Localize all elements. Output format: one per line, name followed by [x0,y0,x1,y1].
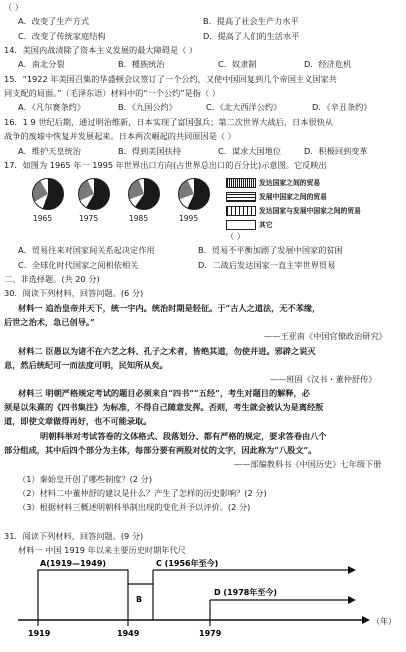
q16-option-d: D．积极回到变革 [304,146,368,156]
legend-swatch-developed [226,178,256,188]
axis-unit: （年） [372,617,396,626]
legend-swatch-between [226,206,256,216]
q13-bracket: （ ） [4,2,23,12]
legend-label-developed: 发达国家之间的贸易 [259,179,321,187]
q14-option-a: A．南北分裂 [18,59,65,69]
q30-material1-line1: 材料一 追治皇帝并天下，统一宇内。统治时期是轻征。于“古人之道法，无不苯缘， [18,303,321,313]
q16-option-a: A．维护天皇统治 [18,146,81,156]
q15-stem-line1: 15．“1922 年美国召集的华盛顿会议签订了一个公约，又使中国回复到几个帝国主义国家共 [4,74,337,84]
label-b: B [136,595,143,604]
q30-material1-source: ——王亚南《中国官僚政治研究》 [264,331,387,341]
q14-option-c: C．奴隶制 [218,59,257,69]
q16-stem-line2: 战争的废墟中恢复并发展起来。日本两次崛起的共同原因是（ ） [4,131,236,141]
pie-1975 [78,178,110,210]
q15-option-c: C．《北大西洋公约》 [206,102,282,112]
label-c: C (1956年至今) [156,559,219,568]
q14-option-b: B．種族统治 [118,59,165,69]
q30-material3-line4: 明朝科举对考试答卷的文体格式、段落划分、都有严格的规定，要求答卷由八个 [40,431,327,441]
q31-material1: 材料一 中国 1919 年以来主要历史时期年代尺 [18,545,186,555]
q17-option-d: D．二战后发达国家一直主宰世界贸易 [198,260,336,270]
q13-option-b: B．提高了社会生产力水平 [203,16,299,26]
year-1965: 1965 [33,214,53,223]
label-d: D (1978年至今) [214,588,278,597]
legend-label-developing: 发展中国家之间的贸易 [259,193,327,201]
year-1985: 1985 [129,214,149,223]
tick-label-1919: 1919 [28,629,51,638]
q16-stem-line1: 16．1 9 世纪后期，通过明治维新，日本实现了富国强兵；第二次世界大战后，日本很快从 [4,117,333,127]
legend-label-other: 其它 [259,221,273,229]
tick-label-1949: 1949 [117,629,140,638]
tick-label-1979: 1979 [199,629,222,638]
q17-stem: 17．如图为 1965 年一 1995 年世界出口方向(占世界总出口的百分比)示意图。它反映出 [4,160,327,170]
arrow-d [348,596,356,604]
timeline-bracket-a [38,570,128,620]
q30-subquestion-2: （2）材料二中董仲舒的建议是什么？产生了怎样的历史影响？(2 分) [18,488,267,498]
q30-material2-source: ——班固《汉书・董仲舒传》 [270,374,377,384]
q15-option-a: A．《凡尔赛条约》 [18,102,86,112]
q16-option-c: C．谋求大国地位 [218,146,282,156]
q13-option-c: C．改变了传统家庭结构 [18,31,106,41]
q30-material2-line1: 材料二 臣愚以为诸不在六艺之科、孔子之术者，皆绝其道，勿使并进。邪辟之说灭 [18,346,316,356]
q14-option-d: D．经济危机 [304,59,352,69]
legend-swatch-other [226,220,256,230]
q31-stem: 31．阅读下列材料，回答问题。(9 分) [4,531,144,541]
q30-stem: 30．阅读下列材料，回答问题。(6 分) [4,288,144,298]
q14-stem: 14．美国内战清除了资本主义发展的最大障碍是（ ） [4,45,198,55]
history-timeline [0,556,406,652]
q17-option-c: C．全球化时代国家之间相依相关 [18,260,139,270]
q30-material3-line5: 部分组成，其中后四个部分为主体，每部分要有两股对仗的文字，因此称为“八股文”。 [4,445,317,455]
legend-label-between: 发达国家与发展中国家之间的贸易 [259,207,361,215]
label-a: A(1919—1949) [40,559,107,568]
pie-1995 [178,178,210,210]
q17-option-a: A．贸易往来对国家间关系起决定作用 [18,245,155,255]
q15-option-d: D．《辛丑条约》 [312,102,372,112]
q16-option-b: B．得到美国扶持 [118,146,181,156]
q30-material3-line2: 须是以朱熹的《四书集注》为标准，不得自己随意发挥。否则，考生就会被认为是离经叛 [4,402,324,412]
q30-material3-source: ——部编教科书《中国历史》七年级下册 [234,459,382,469]
axis-arrow [362,616,370,624]
year-1975: 1975 [79,214,99,223]
legend-swatch-developing [226,192,256,202]
year-1995: 1995 [179,214,199,223]
q13-option-a: A．改变了生产方式 [18,16,90,26]
q30-subquestion-3: （3）根据材料三概述明朝科举制出现的变化并予以评价。(2 分) [18,502,251,512]
section-title: 二、非选择题。(共 20 分) [4,274,100,284]
q30-material3-line3: 道，即使文章做得再好，也不可能录取。 [4,416,152,426]
q30-material1-line2: 后世之治术，急已创导。” [4,317,95,327]
q17-bracket: （ ） [226,231,245,241]
q30-material2-line2: 息，然后统纪可一而法度可明，民知所从矣。 [4,360,168,370]
q17-option-b: B．贸易不平衡加剧了发展中国家的贫困 [198,245,343,255]
pie-1965 [32,178,64,210]
q30-subquestion-1: （1）秦始皇开创了哪些制度？(2 分) [18,474,153,484]
arrow-c [348,566,356,574]
pie-1985 [128,178,160,210]
q15-stem-line2: 同支配的局面。”（毛泽东语）材料中的“一个公约”是指（ ） [4,88,220,98]
q30-material3-line1: 材料三 明朝严格规定考试的题目必须来自“四书”“五经”，考生对题目的解释，必 [18,388,310,398]
q13-option-d: D．提高了人们的生活水平 [203,31,300,41]
q15-option-b: B．《九国公约》 [118,102,177,112]
